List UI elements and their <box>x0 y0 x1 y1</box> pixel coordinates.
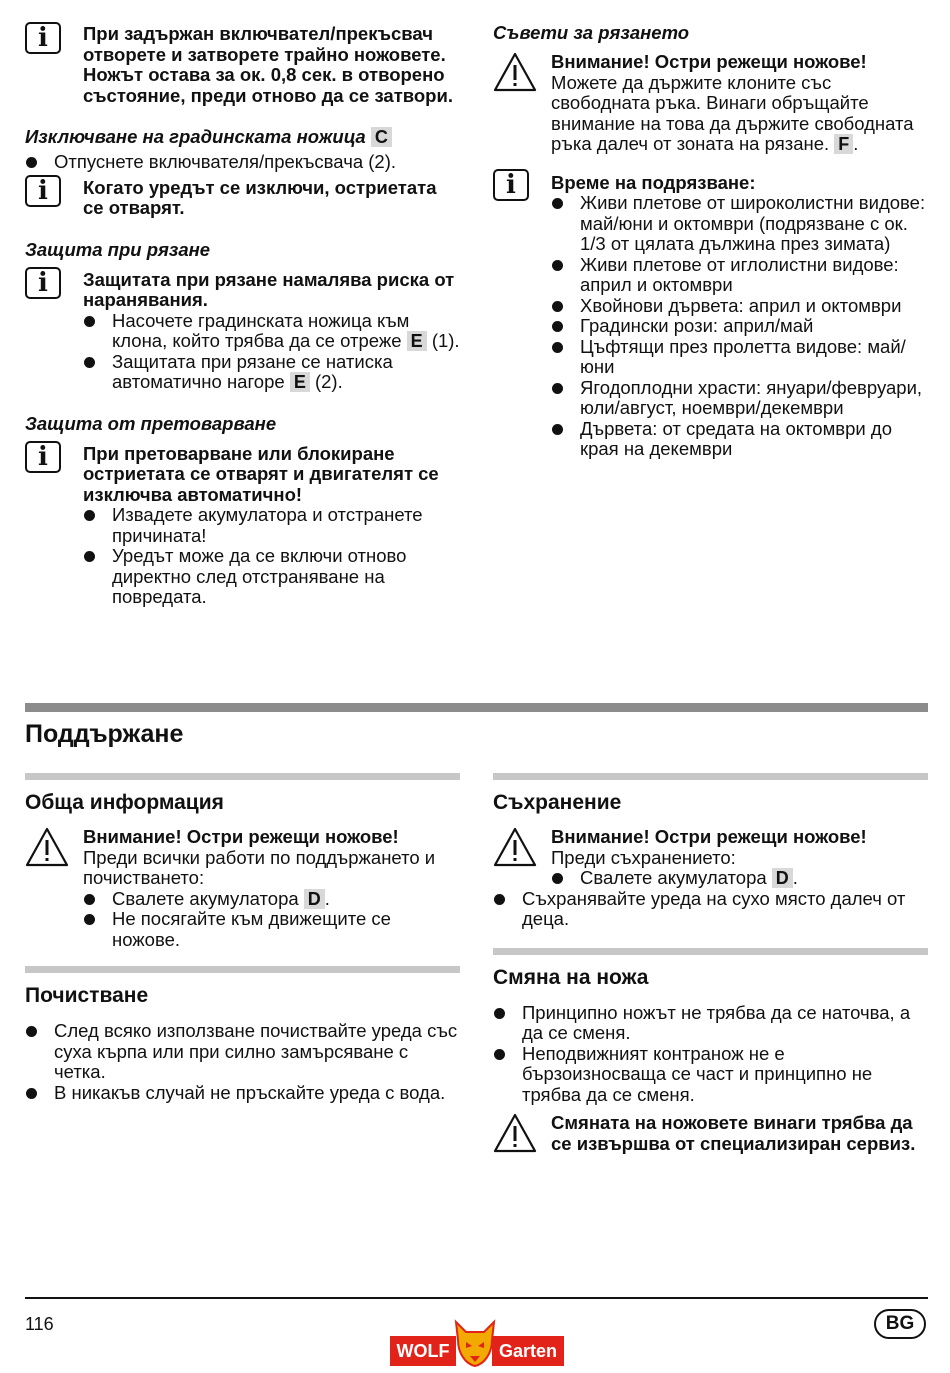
info-note-cut-guard <box>25 267 460 393</box>
info-icon: i <box>25 175 61 207</box>
subsection-divider <box>25 966 460 973</box>
page-number: 116 <box>25 1314 54 1334</box>
list-item: Уредът може да се включи отново директно след отстраняване на повредата. <box>83 546 460 608</box>
info-note-text: Защитата при рязане намалява риска от наранявания. <box>83 268 455 310</box>
list-item: Насочете градинската ножица към клона, който трябва да се отреже E (1). <box>83 311 460 352</box>
bullet-list <box>83 889 460 951</box>
list-item: Хвойнови дървета: април и октомври <box>551 296 928 317</box>
info-note-text: При задържан включвател/прекъсвач отворете и затворете трайно ножовете. Ножът остава за ок. 0,8 сек. в отворено състояние, преди отново да се затвори. <box>83 23 453 106</box>
warning-icon <box>493 52 537 92</box>
warning-text: Можете да държите клоните със свободната ръка. Винаги обръщайте внимание на това да държите свободната ръка далеч от зоната на рязане. F . <box>551 71 914 154</box>
warning-title: Внимание! Остри режещи ножове! <box>551 826 867 847</box>
list-item: Неподвижният контранож не е бързоизносваща се част и принципно не трябва да се сменя. <box>493 1044 928 1106</box>
bullet-list <box>83 505 460 608</box>
figure-badge: E <box>407 331 427 351</box>
subsection-title: Съхранение <box>493 791 622 814</box>
bullet-list <box>25 152 460 173</box>
list-item: Свалете акумулатора D . <box>83 889 460 910</box>
footer-divider <box>25 1297 928 1299</box>
section-divider <box>25 703 928 712</box>
bullet-list <box>25 1021 460 1103</box>
info-icon: i <box>25 441 61 473</box>
section-overload <box>25 413 460 608</box>
bullet-list <box>551 868 928 889</box>
warning-note-blade-service <box>493 1113 928 1154</box>
list-item: Цъфтящи през пролетта видове: май/юни <box>551 337 928 378</box>
list-item: След всяко използване почиствайте уреда със суха кърпа или при силно замърсяване с четка. <box>25 1021 460 1083</box>
warning-text: Смяната на ножовете винаги трябва да се извършва от специализиран сервиз. <box>551 1112 916 1154</box>
pruning-time-list <box>551 193 928 460</box>
subsection-title: Обща информация <box>25 791 224 814</box>
info-note-delayed-switch <box>25 22 460 106</box>
section-title-text: Изключване на градинската ножица <box>25 126 366 147</box>
logo-text-right: Garten <box>492 1336 564 1366</box>
list-item: Градински рози: април/май <box>551 316 928 337</box>
warning-title: Внимание! Остри режещи ножове! <box>83 826 399 847</box>
language-badge: BG <box>874 1309 926 1339</box>
info-note-overload <box>25 441 460 608</box>
subsection-divider <box>25 773 460 780</box>
right-column-top <box>493 22 928 460</box>
list-item: Ягодоплодни храсти: януари/февруари, юли/август, ноември/декември <box>551 378 928 419</box>
warning-text: Преди съхранението: <box>551 846 736 868</box>
info-icon: i <box>493 169 529 201</box>
figure-badge: D <box>772 868 793 888</box>
section-switch-off <box>25 126 460 219</box>
section-title: Съвети за рязането <box>493 22 690 43</box>
warning-icon <box>493 827 537 867</box>
subsection-divider <box>493 948 928 955</box>
section-title <box>25 126 460 148</box>
warning-note-sharp-blades <box>493 52 928 155</box>
info-note-blades-open <box>25 175 460 219</box>
list-item: Дървета: от средата на октомври до края на декември <box>551 419 928 460</box>
list-item: Извадете акумулатора и отстранете причината! <box>83 505 460 546</box>
subsection-title: Почистване <box>25 984 149 1007</box>
figure-badge: C <box>371 127 392 147</box>
list-item: Принципно ножът не трябва да се наточва, а да се сменя. <box>493 1003 928 1044</box>
info-note-title: Време на подрязване: <box>551 171 756 193</box>
left-column-bottom <box>25 773 460 1103</box>
warning-note-general <box>25 827 460 950</box>
warning-title: Внимание! Остри режещи ножове! <box>551 51 867 72</box>
section-cut-guard <box>25 239 460 393</box>
info-note-text: При претоварване или блокиране остриетата се отварят и двигателят се изключва автоматично! <box>83 442 439 505</box>
figure-badge: F <box>834 134 853 154</box>
figure-badge: E <box>290 372 310 392</box>
list-item: Защитата при рязане се натиска автоматично нагоре E (2). <box>83 352 460 393</box>
figure-badge: D <box>304 889 325 909</box>
subsection-title: Смяна на ножа <box>493 965 649 989</box>
list-item: Съхранявайте уреда на сухо място далеч от деца. <box>493 889 928 930</box>
info-note-text: Когато уредът се изключи, остриетата се отварят. <box>83 176 437 218</box>
brand-logo <box>390 1318 564 1368</box>
bullet-list <box>493 889 928 930</box>
warning-icon <box>493 1113 537 1153</box>
list-item: Отпуснете включвателя/прекъсвача (2). <box>25 152 460 173</box>
list-item: В никакъв случай не пръскайте уреда с вода. <box>25 1083 460 1104</box>
list-item: Не посягайте към движещите се ножове. <box>83 909 460 950</box>
left-column-top <box>25 20 460 608</box>
info-icon: i <box>25 267 61 299</box>
list-item: Живи плетове от иглолистни видове: април и октомври <box>551 255 928 296</box>
list-item: Свалете акумулатора D . <box>551 868 928 889</box>
section-title: Защита от претоварване <box>25 412 277 434</box>
right-column-bottom <box>493 773 928 1154</box>
warning-icon <box>25 827 69 867</box>
warning-text: Преди всички работи по поддържането и почистването: <box>83 846 436 888</box>
bullet-list <box>83 311 460 393</box>
logo-text-left: WOLF <box>390 1336 456 1366</box>
info-note-pruning-time <box>493 169 928 460</box>
section-title: Защита при рязане <box>25 238 211 260</box>
info-icon: i <box>25 22 61 54</box>
warning-note-storage <box>493 827 928 889</box>
subsection-divider <box>493 773 928 780</box>
chapter-title: Поддържане <box>25 720 184 748</box>
list-item: Живи плетове от широколистни видове: май/юни и октомври (подрязване с ок. 1/3 от цялата дължина през зимата) <box>551 193 928 255</box>
bullet-list <box>493 1003 928 1106</box>
